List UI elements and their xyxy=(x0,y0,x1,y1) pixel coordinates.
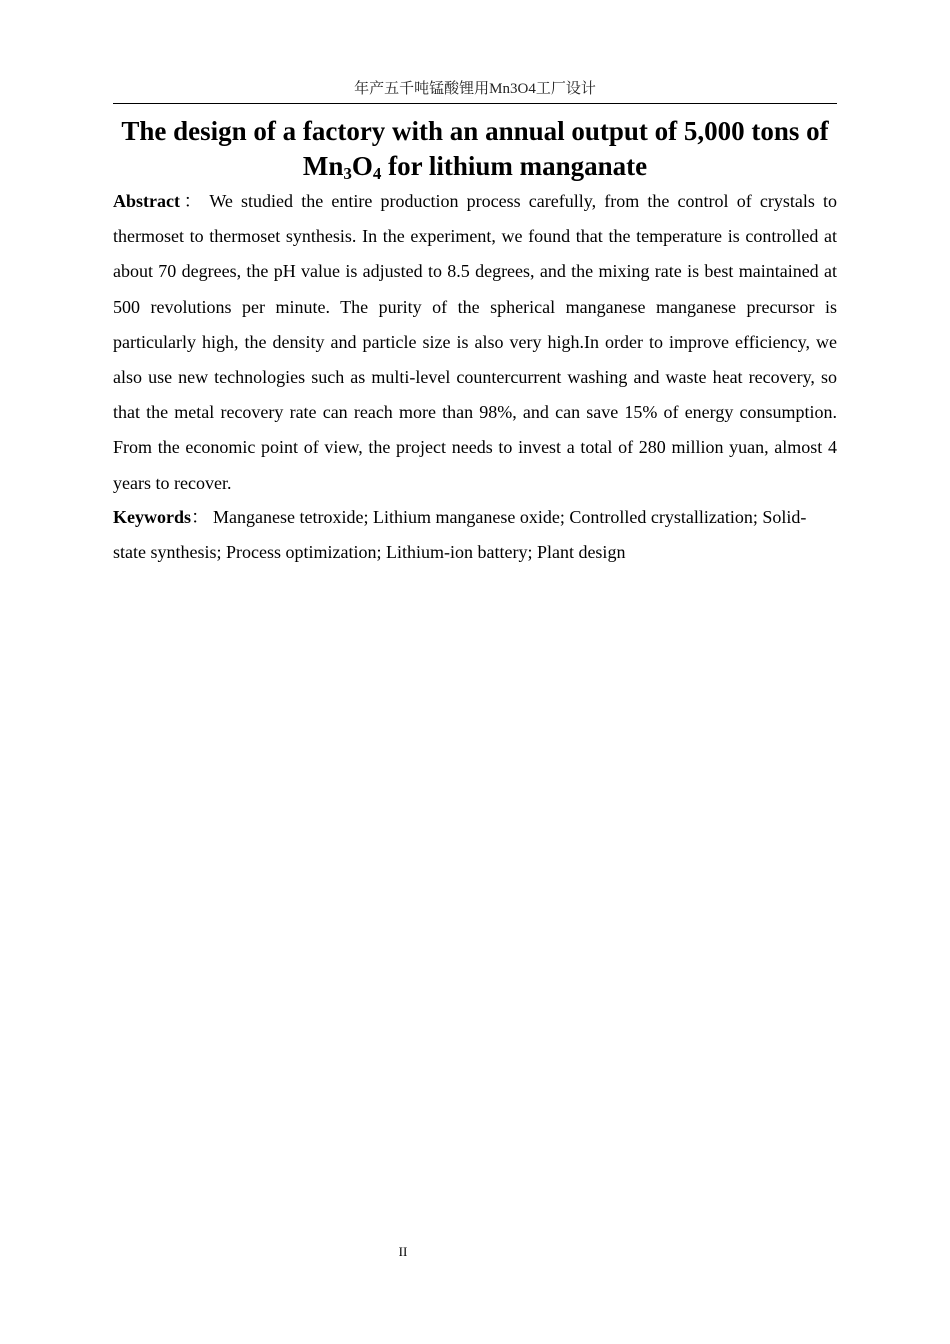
paper-title xyxy=(113,114,837,184)
header-divider xyxy=(113,103,837,104)
running-header: 年产五千吨锰酸锂用Mn3O4工厂设计 xyxy=(354,81,596,97)
abstract-paragraph xyxy=(113,184,837,501)
abstract-label: Abstract xyxy=(113,191,180,211)
title-subscript-4: 4 xyxy=(372,164,382,183)
keywords-colon: ： xyxy=(191,507,209,527)
title-text-part2: O xyxy=(351,151,373,181)
abstract-colon: ： xyxy=(179,191,206,211)
abstract-text: We studied the entire production process carefully, from the control of crystals to thermoset to thermoset synthesis. In the experiment, we found that the temperature is controlled at about 70 degrees, the pH value is adjusted to 8.5 degrees, and the mixing rate is best maintained at 500 revolutions per minute. The purity of the spherical manganese manganese precursor is particularly high, the density and particle size is also very high.In order to improve efficiency, we also use new technologies such as multi-level countercurrent washing and waste heat recovery, so that the metal recovery rate can reach more than 98%, and can save 15% of energy consumption. From the economic point of view, the project needs to invest a total of 280 million yuan, almost 4 years to recover. xyxy=(113,191,838,493)
keywords-label: Keywords xyxy=(113,507,191,527)
keywords-paragraph xyxy=(113,500,837,570)
page-number: II xyxy=(398,1244,408,1259)
title-subscript-3: 3 xyxy=(343,164,352,183)
title-text-part3: for lithium manganate xyxy=(381,151,648,181)
keywords-text: Manganese tetroxide; Lithium manganese oxide; Controlled crystallization; Solid-state synthesis; Process optimization; Lithium-ion battery; Plant design xyxy=(113,507,807,563)
title-text-part1: The design of a factory with an annual output of 5,000 tons of Mn xyxy=(121,116,829,181)
